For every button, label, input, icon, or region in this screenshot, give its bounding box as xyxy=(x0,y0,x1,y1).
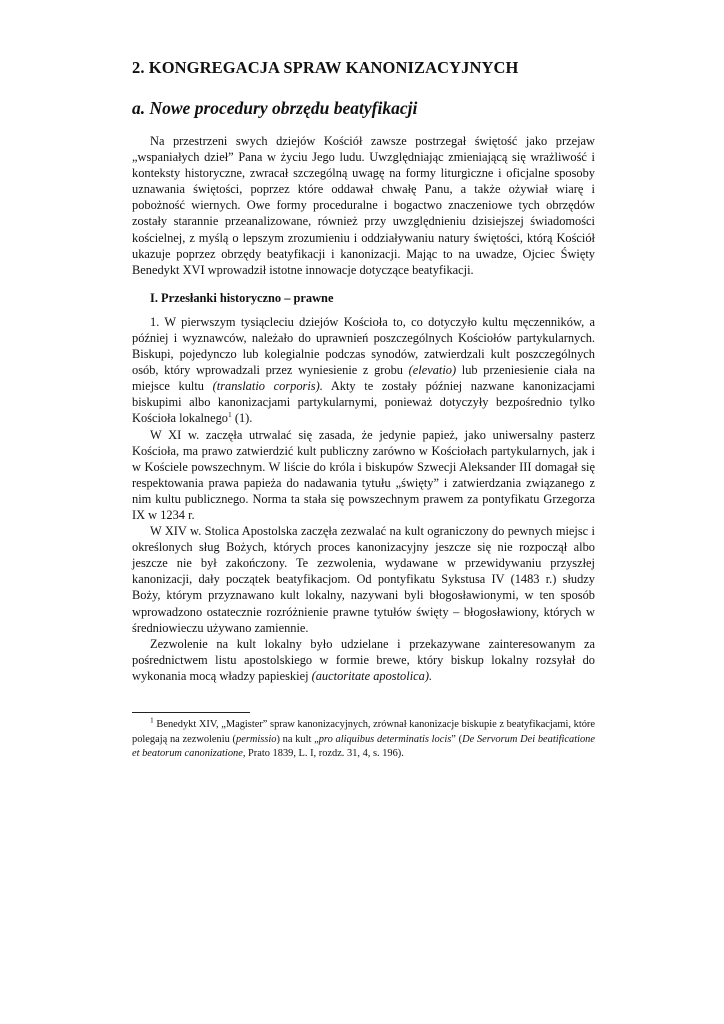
intro-paragraph: Na przestrzeni swych dziejów Kościół zawsze postrzegał świętość jako przejaw „wspaniałych dzieł” Pana w życiu Jego ludu. Uwzględniając zmieniającą się wrażliwość i konteksty historyczne, zwracał szczególną uwagę na formy liturgiczne i oficjalne sposoby uznawania świętości, poprzez które oddawał chwałę Panu, a także ożywiał wiarę i pobożność wiernych. Owe formy proceduralne i bogactwo znaczeniowe tych obrzędów zostały starannie przeanalizowane, również przy uwzględnieniu dzisiejszej świadomości kościelnej, z myślą o lepszym zrozumieniu i oddziaływaniu natury świętości, którą Kościół ukazuje poprzez obrzędy beatyfikacji i kanonizacji. Mając to na uwadze, Ojciec Święty Benedykt XVI wprowadził istotne innowacje dotyczące beatyfikacji. xyxy=(132,134,595,277)
paragraph-1-text-b: lub przeniesienie ciała na miejsce kultu xyxy=(132,363,595,394)
paragraph-1-translatio: (translatio corporis). xyxy=(212,379,323,394)
paragraph-4-auctoritate: (auctoritate apostolica). xyxy=(311,668,433,683)
paragraph-1-text-a: 1. W pierwszym tysiącleciu dziejów Kościoła to, co dotyczyło kultu męczenników, a później i wyznawców, należało do uprawnień poszczególnych Kościołów partykularnych. Biskupi, pojedynczo lub kolegialnie podczas synodów, zatwierdzali kult poszczególnych osób, który wprowadzali przez wyniesienie z grobu xyxy=(132,314,595,378)
footnote-text-c: ” ( xyxy=(451,733,463,745)
page-body xyxy=(132,58,595,684)
footnote-text-a: Benedykt XIV, „Magister” spraw kanonizacyjnych, zrównał kanonizacje biskupie z beatyfikacjami, które polegają na zezwoleniu ( xyxy=(132,719,595,745)
footnote-text-b: ) na kult „ xyxy=(276,733,319,745)
footnote-de-servorum: De Servorum Dei beatificatione et beatorum canonizatione xyxy=(132,733,595,760)
paragraph-2: W XI w. zaczęła utrwalać się zasada, że jedynie papież, jako uniwersalny pasterz Kościoła, ma prawo zatwierdzić kult publiczny zarówno w Kościołach partykularnych, jak i w Kościele powszechnym. W liście do króla i biskupów Szwecji Aleksander III domagał się respektowania prawa papieża do nadawania tytułu „święty” i zatwierdzania związanego z nim kultu publicznego. Norma ta stała się powszechnym prawem za pontyfikatu Grzegorza IX w 1234 r. xyxy=(132,427,595,522)
paragraph-1 xyxy=(132,314,595,427)
paragraph-1-elevatio: (elevatio) xyxy=(408,363,457,378)
footnote-text-d: , Prato 1839, L. I, rozdz. 31, 4, s. 196). xyxy=(242,748,404,760)
footnote-pro-aliquibus: pro aliquibus determinatis locis xyxy=(318,733,452,745)
footnote-reference[interactable]: 1 xyxy=(228,410,232,420)
footnote-permissio: permissio xyxy=(236,733,277,745)
section-title: a. Nowe procedury obrzędu beatyfikacji xyxy=(132,98,418,118)
paragraph-4 xyxy=(132,636,595,684)
subsection-title: I. Przesłanki historyczno – prawne xyxy=(150,290,334,305)
paragraph-4-text-a: Zezwolenie na kult lokalny było udzielane i przekazywane zainteresowanym za pośrednictwem listu apostolskiego w formie brewe, który biskup lokalny rozsyłał do wykonania mocą władzy papieskiej xyxy=(132,636,595,683)
paragraph-1-text-c: Akty te zostały później nazwane kanonizacjami biskupimi albo kanonizacjami partykularnymi, ponieważ dotyczyły bezpośrednio tylko Kościoła lokalnego xyxy=(132,379,595,426)
chapter-title: 2. KONGREGACJA SPRAW KANONIZACYJNYCH xyxy=(132,58,519,77)
footnote-divider xyxy=(132,712,250,713)
footnote-number: 1 xyxy=(150,715,154,725)
footnote xyxy=(132,715,595,762)
paragraph-1-text-d: (1). xyxy=(231,411,253,426)
paragraph-3: W XIV w. Stolica Apostolska zaczęła zezwalać na kult ograniczony do pewnych miejsc i określonych sług Bożych, których proces kanonizacyjny jeszcze się nie rozpoczął albo jeszcze nie był zakończony. Te zezwolenia, wydawane w przewidywaniu przyszłej kanonizacji, dały początek beatyfikacjom. Od pontyfikatu Sykstusa IV (1483 r.) słudzy Boży, którym przyznawano kult lokalny, nazywani byli błogosławionymi, w ten sposób wprowadzono ostatecznie rozróżnienie prawne tytułów święty – błogosławiony, których w średniowieczu używano zamiennie. xyxy=(132,524,595,635)
